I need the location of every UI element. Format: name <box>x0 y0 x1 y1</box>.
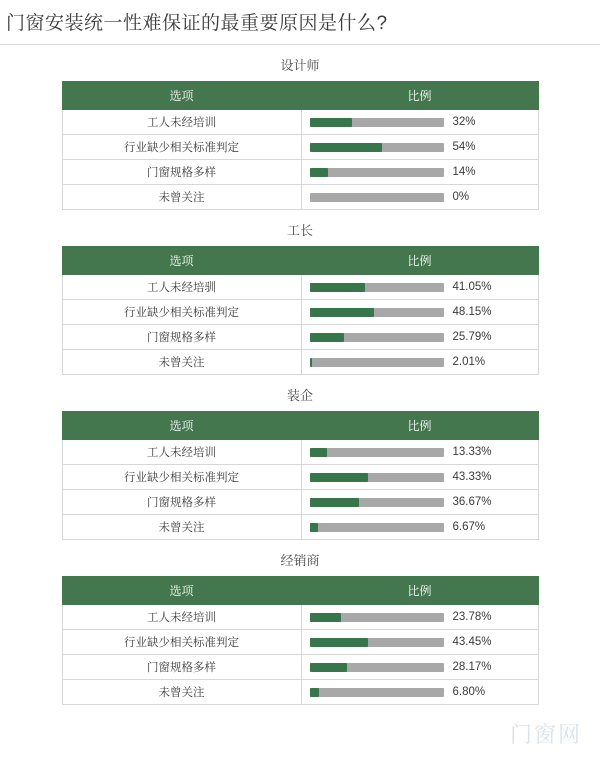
ratio-cell <box>301 440 538 465</box>
bar-track <box>310 308 444 317</box>
ratio-cell <box>301 655 538 680</box>
bar-fill <box>310 523 319 532</box>
table-header-row <box>62 412 538 440</box>
column-header-ratio: 比例 <box>301 577 538 605</box>
bar-track <box>310 283 444 292</box>
option-label: 行业缺少相关标准判定 <box>62 630 301 655</box>
ratio-value: 43.45% <box>452 636 492 648</box>
ratio-cell <box>301 515 538 540</box>
ratio-cell <box>301 605 538 630</box>
column-header-option: 选项 <box>62 82 301 110</box>
table-row <box>62 350 538 375</box>
bar-fill <box>310 663 348 672</box>
ratio-value: 36.67% <box>452 496 492 508</box>
column-header-ratio: 比例 <box>301 82 538 110</box>
survey-groups <box>0 55 600 705</box>
page-title: 门窗安装统一性难保证的最重要原因是什么? <box>6 13 388 34</box>
table-row <box>62 185 538 210</box>
bar-wrapper <box>310 300 530 324</box>
survey-group <box>0 550 600 705</box>
group-title: 经销商 <box>280 553 320 568</box>
option-label: 门窗规格多样 <box>62 325 301 350</box>
ratio-cell <box>301 490 538 515</box>
group-title: 工长 <box>286 223 313 238</box>
bar-track <box>310 473 444 482</box>
ratio-cell <box>301 630 538 655</box>
table-row <box>62 110 538 135</box>
bar-wrapper <box>310 630 530 654</box>
title-divider <box>0 44 600 45</box>
bar-fill <box>310 143 382 152</box>
table-row <box>62 160 538 185</box>
bar-wrapper <box>310 465 530 489</box>
option-label: 门窗规格多样 <box>62 655 301 680</box>
survey-table <box>62 81 539 210</box>
bar-fill <box>310 498 359 507</box>
survey-group <box>0 385 600 540</box>
ratio-value: 41.05% <box>452 281 492 293</box>
ratio-cell <box>301 275 538 300</box>
table-row <box>62 605 538 630</box>
bar-track <box>310 193 444 202</box>
bar-wrapper <box>310 605 530 629</box>
bar-track <box>310 498 444 507</box>
bar-track <box>310 638 444 647</box>
table-row <box>62 490 538 515</box>
bar-track <box>310 118 444 127</box>
ratio-value: 32% <box>452 116 476 128</box>
table-row <box>62 465 538 490</box>
bar-fill <box>310 473 368 482</box>
table-row <box>62 440 538 465</box>
ratio-value: 0% <box>452 191 470 203</box>
option-label: 未曾关注 <box>62 350 301 375</box>
ratio-value: 48.15% <box>452 306 492 318</box>
bar-fill <box>310 168 329 177</box>
ratio-cell <box>301 110 538 135</box>
bar-fill <box>310 118 353 127</box>
bar-wrapper <box>310 490 530 514</box>
option-label: 行业缺少相关标准判定 <box>62 465 301 490</box>
bar-track <box>310 663 444 672</box>
bar-wrapper <box>310 110 530 134</box>
table-row <box>62 655 538 680</box>
table-header-row <box>62 247 538 275</box>
bar-fill <box>310 613 342 622</box>
bar-track <box>310 613 444 622</box>
column-header-ratio: 比例 <box>301 247 538 275</box>
bar-wrapper <box>310 440 530 464</box>
bar-wrapper <box>310 275 530 299</box>
bar-wrapper <box>310 160 530 184</box>
bar-track <box>310 333 444 342</box>
survey-group <box>0 220 600 375</box>
bar-fill <box>310 308 375 317</box>
table-row <box>62 135 538 160</box>
option-label: 工人未经培训 <box>62 110 301 135</box>
bar-wrapper <box>310 350 530 374</box>
group-title: 装企 <box>286 388 313 403</box>
option-label: 工人未经培训 <box>62 605 301 630</box>
bar-wrapper <box>310 680 530 704</box>
ratio-cell <box>301 160 538 185</box>
table-header-row <box>62 82 538 110</box>
survey-group <box>0 55 600 210</box>
table-row <box>62 515 538 540</box>
ratio-value: 25.79% <box>452 331 492 343</box>
column-header-option: 选项 <box>62 412 301 440</box>
ratio-value: 2.01% <box>452 356 486 368</box>
ratio-cell <box>301 465 538 490</box>
option-label: 工人未经培训 <box>62 440 301 465</box>
bar-track <box>310 688 444 697</box>
survey-table <box>62 576 539 705</box>
table-header-row <box>62 577 538 605</box>
bar-fill <box>310 448 328 457</box>
bar-track <box>310 448 444 457</box>
group-title: 设计师 <box>280 58 320 73</box>
bar-track <box>310 168 444 177</box>
ratio-value: 28.17% <box>452 661 492 673</box>
ratio-cell <box>301 185 538 210</box>
ratio-cell <box>301 350 538 375</box>
survey-table <box>62 246 539 375</box>
ratio-value: 23.78% <box>452 611 492 623</box>
column-header-option: 选项 <box>62 577 301 605</box>
table-row <box>62 630 538 655</box>
option-label: 未曾关注 <box>62 515 301 540</box>
ratio-cell <box>301 300 538 325</box>
bar-track <box>310 143 444 152</box>
ratio-value: 13.33% <box>452 446 492 458</box>
bar-wrapper <box>310 135 530 159</box>
option-label: 未曾关注 <box>62 185 301 210</box>
option-label: 工人未经培驯 <box>62 275 301 300</box>
ratio-cell <box>301 135 538 160</box>
column-header-ratio: 比例 <box>301 412 538 440</box>
bar-wrapper <box>310 515 530 539</box>
option-label: 未曾关注 <box>62 680 301 705</box>
option-label: 行业缺少相关标准判定 <box>62 135 301 160</box>
ratio-value: 6.80% <box>452 686 486 698</box>
option-label: 行业缺少相关标准判定 <box>62 300 301 325</box>
ratio-value: 14% <box>452 166 476 178</box>
bar-fill <box>310 358 313 367</box>
bar-wrapper <box>310 185 530 209</box>
bar-track <box>310 523 444 532</box>
ratio-value: 54% <box>452 141 476 153</box>
option-label: 门窗规格多样 <box>62 160 301 185</box>
bar-fill <box>310 688 319 697</box>
column-header-option: 选项 <box>62 247 301 275</box>
watermark: 门窗网 <box>509 722 582 747</box>
bar-fill <box>310 283 365 292</box>
bar-fill <box>310 638 368 647</box>
table-row <box>62 275 538 300</box>
survey-table <box>62 411 539 540</box>
ratio-cell <box>301 325 538 350</box>
table-row <box>62 680 538 705</box>
option-label: 门窗规格多样 <box>62 490 301 515</box>
ratio-cell <box>301 680 538 705</box>
ratio-value: 6.67% <box>452 521 486 533</box>
table-row <box>62 300 538 325</box>
bar-track <box>310 358 444 367</box>
bar-wrapper <box>310 655 530 679</box>
table-row <box>62 325 538 350</box>
bar-fill <box>310 333 345 342</box>
ratio-value: 43.33% <box>452 471 492 483</box>
bar-wrapper <box>310 325 530 349</box>
